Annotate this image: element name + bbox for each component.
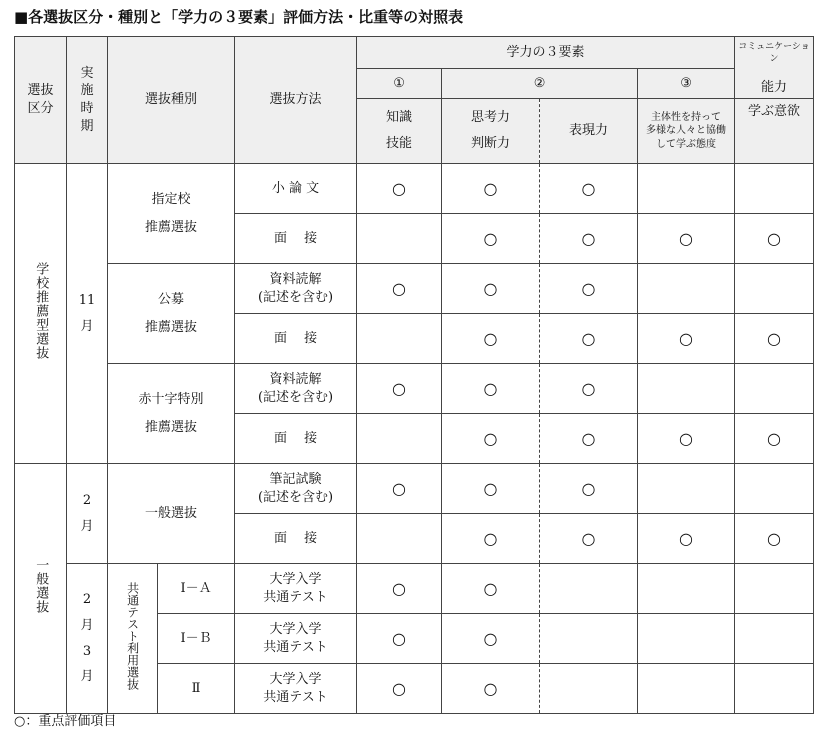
header-element-1: ① — [357, 69, 442, 99]
method-interview: 面 接 — [235, 514, 357, 564]
method-interview: 面 接 — [235, 414, 357, 464]
mark: ○ — [357, 614, 442, 664]
mark: ○ — [357, 664, 442, 714]
method-interview: 面 接 — [235, 314, 357, 364]
header-three-elements: 学力の３要素 — [357, 37, 735, 69]
header-attitude: 主体性を持って 多様な人々と協働 して学ぶ態度 — [638, 99, 735, 164]
mark: ○ — [442, 364, 540, 414]
mark: ○ — [540, 464, 638, 514]
method-document-reading: 資料読解 (記述を含む) — [235, 364, 357, 414]
method-common-test: 大学入学 共通テスト — [235, 664, 357, 714]
mark: ○ — [442, 614, 540, 664]
footnote-legend: ○：重点評価項目 — [14, 714, 117, 729]
type-red-cross-recommendation: 赤十字特別 推薦選抜 — [108, 364, 235, 464]
mark: ○ — [442, 214, 540, 264]
comparison-table — [14, 36, 814, 714]
mark: ○ — [442, 264, 540, 314]
mark: ○ — [442, 164, 540, 214]
method-common-test: 大学入学 共通テスト — [235, 614, 357, 664]
mark: ○ — [735, 314, 814, 364]
header-motivation: 学ぶ意欲 — [735, 99, 814, 164]
mark: ○ — [442, 664, 540, 714]
mark: ○ — [540, 514, 638, 564]
mark: ○ — [638, 514, 735, 564]
mark: ○ — [540, 264, 638, 314]
mark: ○ — [638, 314, 735, 364]
method-essay: 小 論 文 — [235, 164, 357, 214]
mark: ○ — [540, 164, 638, 214]
type-common-ib: Ⅰ－Ｂ — [158, 614, 235, 664]
mark: ○ — [540, 414, 638, 464]
header-method: 選抜方法 — [235, 37, 357, 164]
type-common-test: 共通テスト利用選抜 — [108, 564, 158, 714]
type-public-recommendation: 公募 推薦選抜 — [108, 264, 235, 364]
period-november: 11 月 — [67, 164, 108, 464]
period-february: 2 月 — [67, 464, 108, 564]
mark: ○ — [357, 464, 442, 514]
header-thinking: 思考力 判断力 — [442, 99, 540, 164]
type-general: 一般選抜 — [108, 464, 235, 564]
mark: ○ — [638, 414, 735, 464]
mark: ○ — [357, 264, 442, 314]
mark: ○ — [442, 564, 540, 614]
mark: ○ — [442, 414, 540, 464]
method-interview: 面 接 — [235, 214, 357, 264]
type-common-ii: Ⅱ — [158, 664, 235, 714]
mark: ○ — [735, 414, 814, 464]
mark: ○ — [735, 514, 814, 564]
header-period: 実 施 時 期 — [67, 37, 108, 164]
mark: ○ — [442, 514, 540, 564]
mark: ○ — [357, 564, 442, 614]
header-type: 選抜種別 — [108, 37, 235, 164]
header-knowledge: 知識 技能 — [357, 99, 442, 164]
method-written-exam: 筆記試験 (記述を含む) — [235, 464, 357, 514]
type-common-ia: Ⅰ－Ａ — [158, 564, 235, 614]
header-element-3: ③ — [638, 69, 735, 99]
mark: ○ — [540, 214, 638, 264]
header-division: 選抜 区分 — [15, 37, 67, 164]
method-common-test: 大学入学 共通テスト — [235, 564, 357, 614]
mark: ○ — [540, 314, 638, 364]
period-feb-mar: 2 月 3 月 — [67, 564, 108, 714]
page-title: ■各選抜区分・種別と「学力の３要素」評価方法・比重等の対照表 — [14, 8, 464, 26]
mark: ○ — [442, 314, 540, 364]
division-general: 一般選抜 — [15, 464, 67, 714]
mark: ○ — [540, 364, 638, 414]
mark: ○ — [638, 214, 735, 264]
mark: ○ — [357, 164, 442, 214]
mark: ○ — [735, 214, 814, 264]
header-expression: 表現力 — [540, 99, 638, 164]
mark: ○ — [357, 364, 442, 414]
header-element-2: ② — [442, 69, 638, 99]
division-school-recommendation: 学校推薦型選抜 — [15, 164, 67, 464]
mark: ○ — [442, 464, 540, 514]
type-designated-school: 指定校 推薦選抜 — [108, 164, 235, 264]
method-document-reading: 資料読解 (記述を含む) — [235, 264, 357, 314]
header-communication: コミュニケーション 能力 — [735, 37, 814, 99]
